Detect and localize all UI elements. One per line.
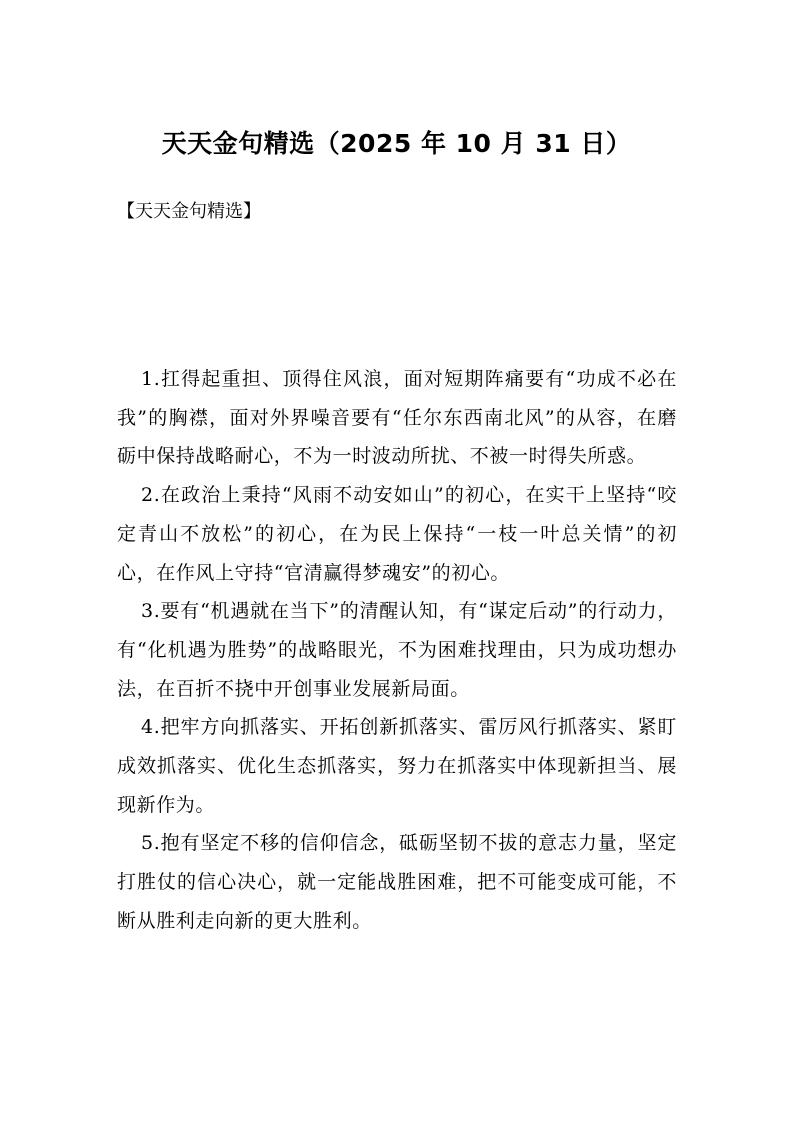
paragraph: 4.把牢方向抓落实、开拓创新抓落实、雷厉风行抓落实、紧盯成效抓落实、优化生态抓落实，努力在抓落实中体现新担当、展现新作为。 — [117, 716, 677, 816]
section-label: 【天天金句精选】 — [117, 201, 261, 222]
document-body — [117, 360, 677, 941]
document-title: 天天金句精选（2025 年 10 月 31 日） — [161, 129, 632, 158]
paragraph: 5.抱有坚定不移的信仰信念，砥砺坚韧不拔的意志力量，坚定打胜仗的信心决心，就一定能战胜困难，把不可能变成可能，不断从胜利走向新的更大胜利。 — [117, 832, 677, 932]
paragraph: 2.在政治上秉持“风雨不动安如山”的初心，在实干上坚持“咬定青山不放松”的初心，在为民上保持“一枝一叶总关情”的初心，在作风上守持“官清赢得梦魂安”的初心。 — [117, 484, 677, 584]
paragraph: 3.要有“机遇就在当下”的清醒认知，有“谋定后动”的行动力，有“化机遇为胜势”的战略眼光，不为困难找理由，只为成功想办法，在百折不挠中开创事业发展新局面。 — [117, 600, 677, 700]
paragraph: 1.扛得起重担、顶得住风浪，面对短期阵痛要有“功成不必在我”的胸襟，面对外界噪音要有“任尔东西南北风”的从容，在磨砺中保持战略耐心，不为一时波动所扰、不被一时得失所惑。 — [117, 368, 677, 468]
